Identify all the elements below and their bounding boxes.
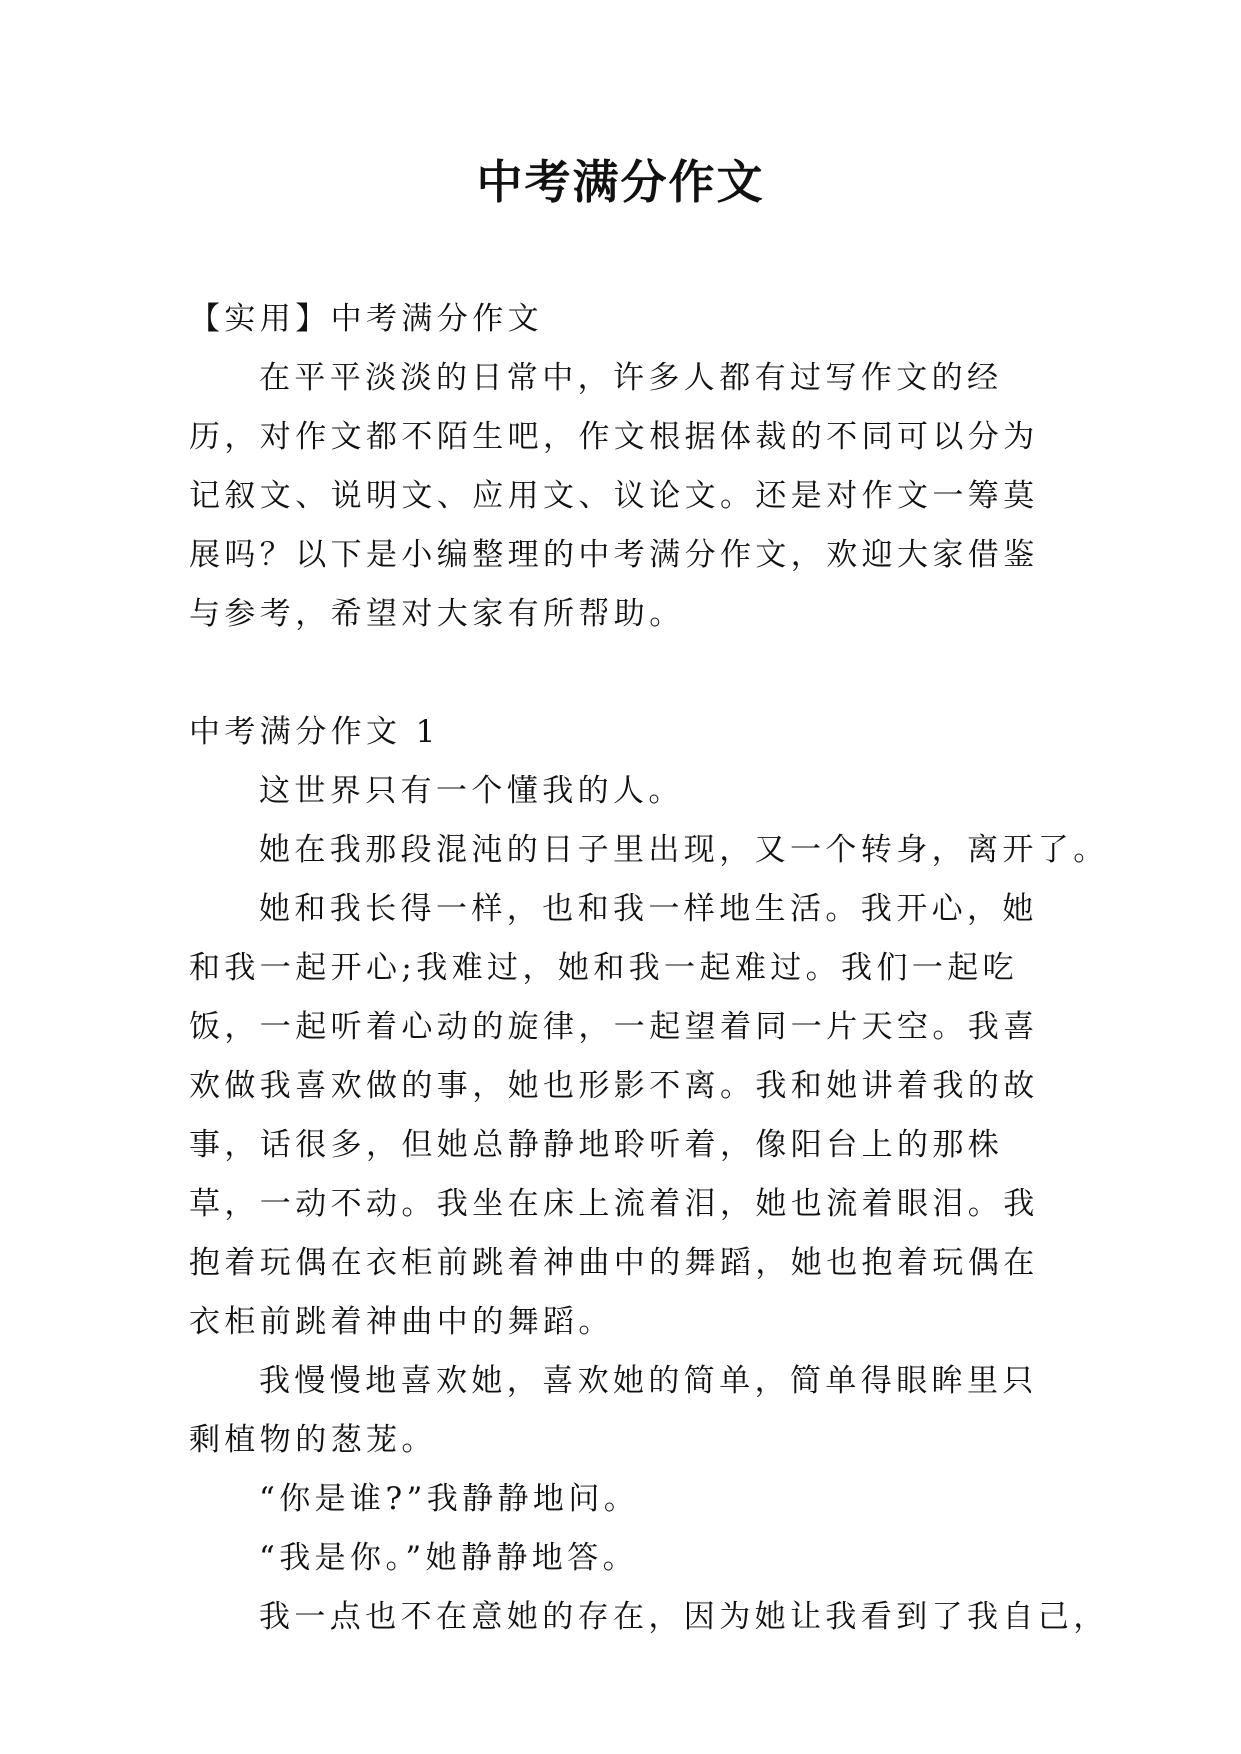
essay-paragraph: “你是谁?”我静静地问。 [259,1481,640,1517]
intro-paragraph: 在平平淡淡的日常中，许多人都有过写作文的经历，对作文都不陌生吧，作文根据体裁的不同可以分为记叙文、说明文、应用文、议论文。还是对作文一筹莫展吗？以下是小编整理的中考满分作文，欢迎大家借鉴与参考，希望对大家有所帮助。 [189,360,1039,632]
essay-paragraph: 她和我长得一样，也和我一样地生活。我开心，她和我一起开心;我难过，她和我一起难过。我们一起吃饭，一起听着心动的旋律，一起望着同一片天空。我喜欢做我喜欢做的事，她也形影不离。我和她讲着我的故事，话很多，但她总静静地聆听着，像阳台上的那株草，一动不动。我坐在床上流着泪，她也流着眼泪。我抱着玩偶在衣柜前跳着神曲中的舞蹈，她也抱着玩偶在衣柜前跳着神曲中的舞蹈。 [189,891,1039,1340]
essay-paragraph: 这世界只有一个懂我的人。 [259,773,684,809]
essay-paragraph: “我是你。”她静静地答。 [259,1540,638,1576]
essay-paragraph: 她在我那段混沌的日子里出现，又一个转身，离开了。 [259,832,1109,868]
section-spacer [189,644,1059,703]
document-body [189,290,1109,1647]
essay-paragraph: 我慢慢地喜欢她，喜欢她的简单，简单得眼眸里只剩植物的葱茏。 [189,1363,1038,1458]
essay-paragraph: 我一点也不在意她的存在，因为她让我看到了我自己， [259,1599,1109,1635]
document-title: 中考满分作文 [476,155,765,209]
document-subtitle: 【实用】中考满分作文 [189,301,543,337]
section-heading: 中考满分作文 1 [189,714,440,750]
